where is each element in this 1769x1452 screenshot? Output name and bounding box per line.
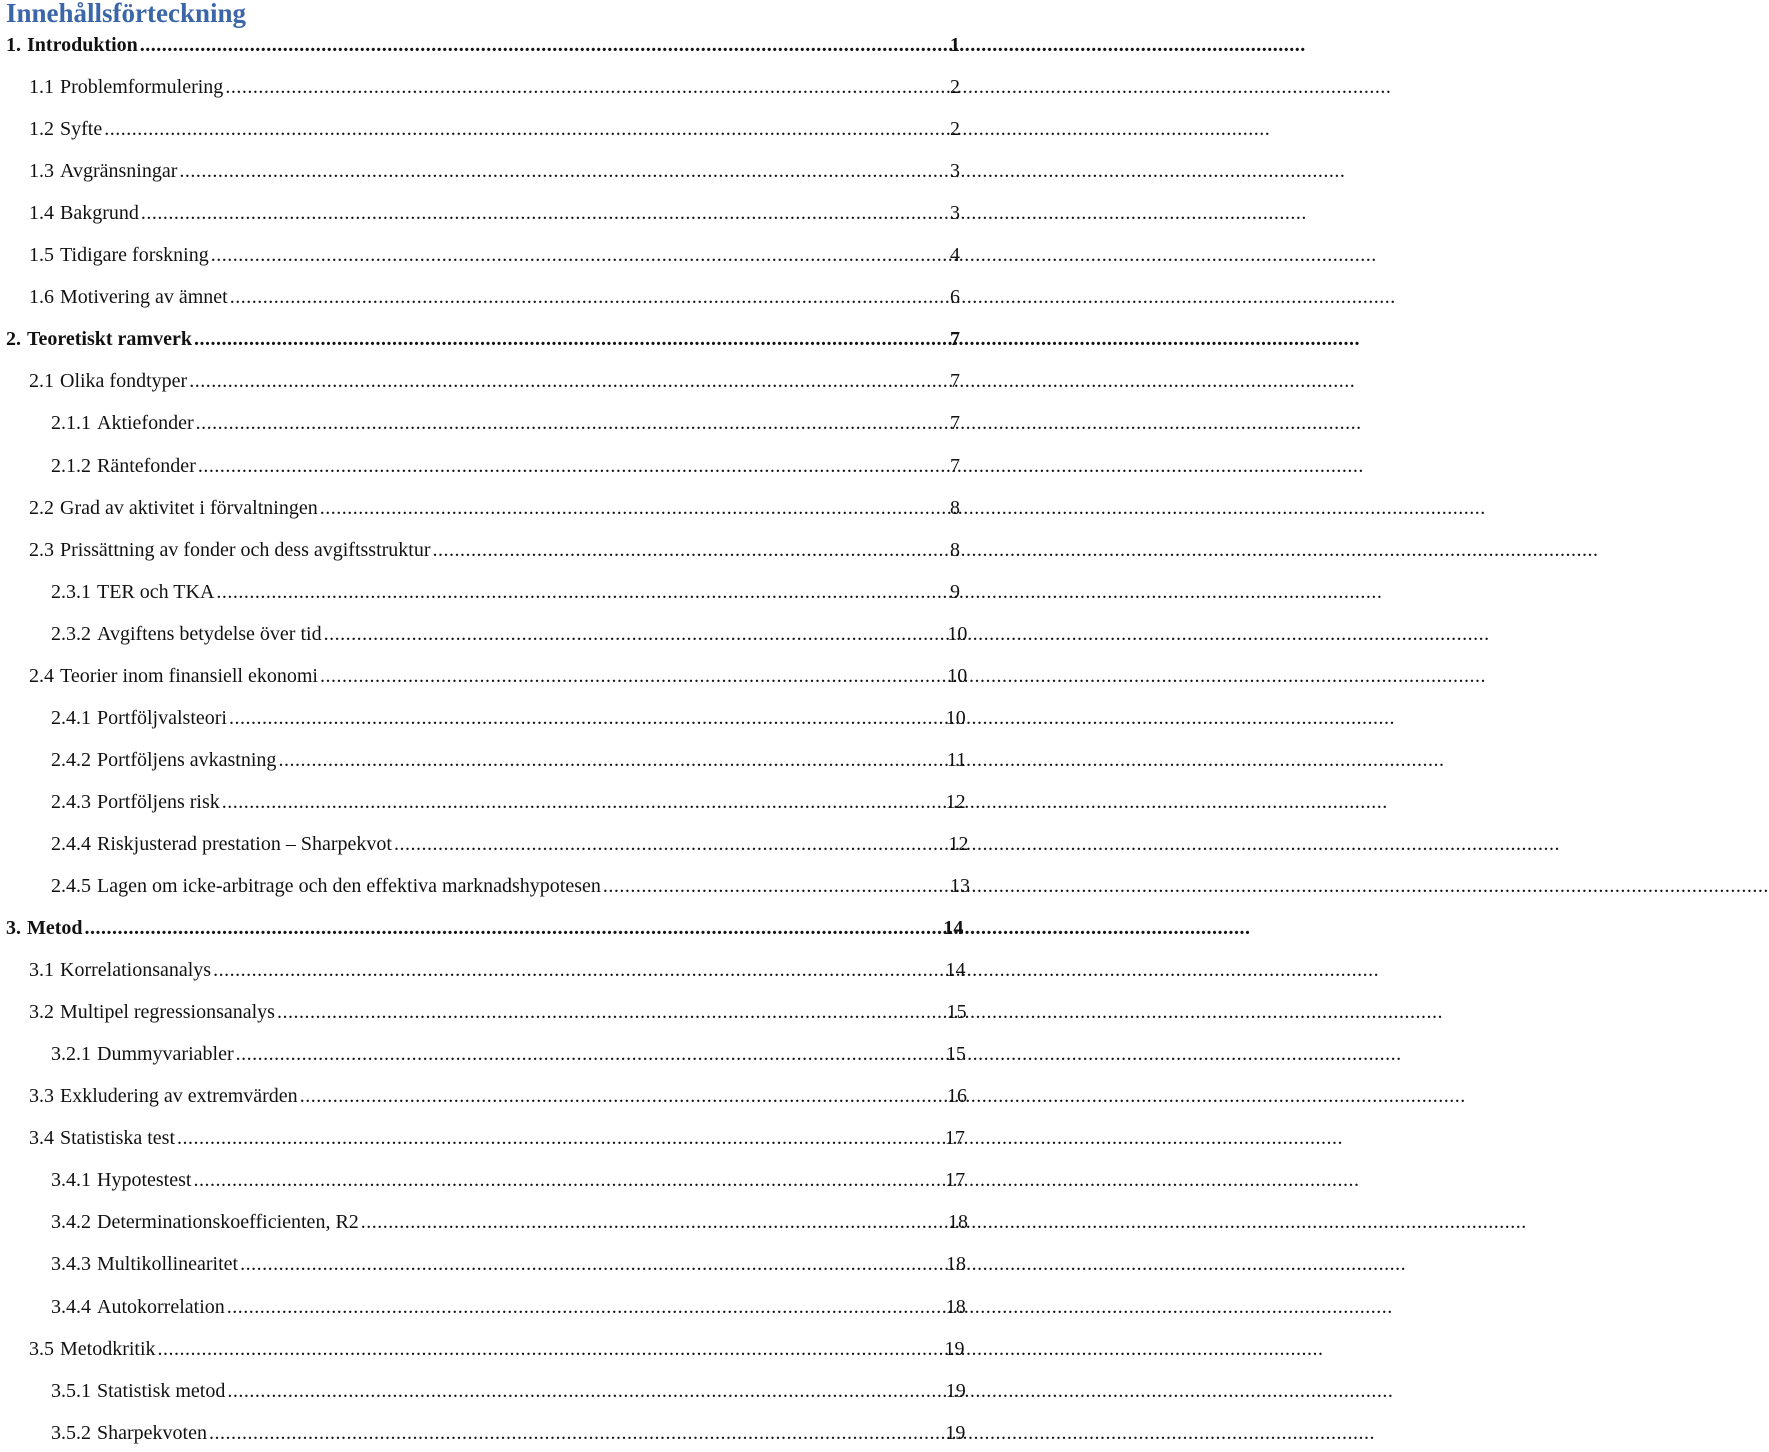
- toc-entry-label: Multipel regressionsanalys: [60, 1001, 275, 1024]
- toc-entry-number: 3.3: [29, 1085, 54, 1108]
- toc-entry-number: 3.4.4: [51, 1295, 91, 1318]
- dot-leader: [227, 1296, 943, 1319]
- toc-entry-number: 3.5.2: [51, 1421, 91, 1444]
- toc-entry-number: 2.4.5: [51, 875, 91, 897]
- toc-entry-page-number: 19: [944, 1337, 965, 1360]
- toc-entry-number: 2.1.1: [51, 412, 91, 435]
- dot-leader: [198, 455, 947, 478]
- dot-leader: [361, 1211, 945, 1234]
- toc-entry[interactable]: [51, 622, 968, 653]
- toc-entry-label: Portföljens avkastning: [97, 748, 277, 771]
- toc-entry-label: Statistisk metod: [97, 1379, 226, 1402]
- dot-leader: [196, 412, 947, 435]
- toc-entry[interactable]: [29, 118, 960, 148]
- toc-entry-label: Metodkritik: [60, 1337, 156, 1360]
- toc-entry-page-number: 12: [948, 832, 969, 855]
- toc-entry[interactable]: [51, 875, 970, 905]
- toc-entry-number: 3.4.3: [51, 1253, 91, 1276]
- toc-entry[interactable]: [51, 581, 960, 611]
- toc-entry-page-number: 7: [950, 412, 960, 435]
- toc-entry-page-number: 13: [950, 875, 970, 897]
- toc-entry[interactable]: [51, 706, 966, 737]
- toc-entry[interactable]: [51, 1211, 968, 1241]
- dot-leader: [158, 1338, 942, 1361]
- toc-entry-page-number: 17: [945, 1169, 966, 1192]
- toc-entry-page-number: 10: [947, 664, 968, 687]
- toc-entry-page-number: 9: [950, 580, 960, 603]
- dot-leader: [85, 917, 941, 940]
- dot-leader: [222, 791, 943, 814]
- toc-entry[interactable]: [29, 160, 960, 190]
- toc-entry-page-number: 10: [947, 622, 968, 645]
- toc-entry[interactable]: [51, 1379, 966, 1410]
- toc-entry-page-number: 11: [947, 748, 967, 771]
- dot-leader: [189, 370, 947, 393]
- toc-entry-page-number: 8: [950, 538, 960, 561]
- toc-entry-page-number: 10: [945, 706, 966, 729]
- toc-entry[interactable]: [51, 455, 960, 485]
- toc-entry[interactable]: [51, 1043, 966, 1073]
- toc-entry-number: 1.6: [29, 286, 54, 309]
- toc-entry-label: Bakgrund: [60, 202, 139, 225]
- toc-entry-number: 1.2: [29, 118, 54, 141]
- toc-entry-label: Aktiefonder: [97, 412, 194, 435]
- toc-entry-page-number: 1: [950, 34, 960, 56]
- toc-entry-number: 2.4.1: [51, 706, 91, 729]
- toc-entry[interactable]: [29, 959, 966, 989]
- toc-entry[interactable]: [29, 202, 960, 232]
- toc-entry-number: 3.1: [29, 959, 54, 982]
- toc-entry-page-number: 15: [946, 1001, 967, 1024]
- toc-entry-page-number: 12: [945, 790, 966, 813]
- toc-entry-number: 2.4.4: [51, 832, 91, 855]
- toc-entry-label: Korrelationsanalys: [60, 959, 212, 982]
- toc-entry-number: 1.: [6, 34, 21, 56]
- toc-entry-number: 2.3.2: [51, 622, 91, 645]
- toc-entry-label: Dummyvariabler: [97, 1043, 234, 1066]
- toc-entry-label: TER och TKA: [97, 580, 215, 603]
- toc-entry-number: 2.1: [29, 370, 54, 393]
- dot-leader: [320, 665, 944, 688]
- toc-entry-page-number: 8: [950, 496, 960, 519]
- toc-entry-label: Autokorrelation: [97, 1295, 225, 1318]
- toc-entry-page-number: 3: [950, 160, 960, 183]
- toc-entry-page-number: 14: [943, 917, 964, 940]
- toc-entry-page-number: 2: [950, 76, 960, 99]
- toc-entry[interactable]: [51, 790, 966, 821]
- toc-entry[interactable]: [51, 1421, 966, 1452]
- toc-entry[interactable]: [29, 76, 960, 106]
- dot-leader: [141, 202, 947, 225]
- dot-leader: [104, 118, 947, 141]
- toc-entry[interactable]: [29, 664, 968, 695]
- toc-entry-number: 1.3: [29, 160, 54, 183]
- toc-entry[interactable]: [29, 1085, 967, 1115]
- toc-entry-number: 2.4.3: [51, 790, 91, 813]
- dot-leader: [229, 707, 943, 730]
- toc-entry-number: 1.4: [29, 202, 54, 225]
- toc-entry-number: 2.4.2: [51, 748, 91, 771]
- toc-entry[interactable]: [29, 244, 960, 274]
- toc-entry[interactable]: [29, 497, 960, 527]
- dot-leader: [179, 160, 947, 183]
- toc-entry-label: Determinationskoefficienten, R2: [97, 1211, 359, 1234]
- toc-entry-number: 2.1.2: [51, 454, 91, 477]
- toc-entry-label: Statistiska test: [60, 1127, 175, 1150]
- toc-entry[interactable]: [51, 1253, 966, 1283]
- toc-entry-label: Portföljens risk: [97, 790, 220, 813]
- toc-entry[interactable]: [6, 328, 960, 358]
- dot-leader: [236, 1043, 943, 1066]
- toc-entry-label: Multikollinearitet: [97, 1253, 239, 1276]
- dot-leader: [209, 1422, 942, 1445]
- toc-entry-page-number: 6: [950, 286, 960, 309]
- toc-entry[interactable]: [29, 1127, 965, 1157]
- toc-entry-page-number: 4: [950, 244, 960, 267]
- toc-entry-page-number: 17: [944, 1127, 965, 1150]
- toc-entry[interactable]: [51, 748, 967, 779]
- toc-entry-number: 2.3: [29, 538, 54, 561]
- toc-entry[interactable]: [29, 1001, 967, 1031]
- toc-entry-number: 3.4: [29, 1127, 54, 1150]
- dot-leader: [194, 328, 947, 351]
- toc-entry-page-number: 2: [950, 118, 960, 141]
- dot-leader: [225, 76, 947, 99]
- toc-entry[interactable]: [51, 1295, 966, 1326]
- toc-entry-page-number: 7: [950, 454, 960, 477]
- toc-title: Innehållsförteckning: [6, 0, 247, 28]
- dot-leader: [603, 875, 947, 898]
- toc-entry-number: 2.2: [29, 496, 54, 519]
- dot-leader: [230, 286, 947, 309]
- toc-entry-page-number: 18: [945, 1253, 966, 1276]
- toc-entry-label: Räntefonder: [97, 454, 196, 477]
- toc-entry-page-number: 7: [950, 370, 960, 393]
- toc-entry[interactable]: [51, 412, 960, 442]
- dot-leader: [193, 1169, 942, 1192]
- toc-entry[interactable]: [6, 34, 960, 64]
- toc-entry-page-number: 19: [945, 1379, 966, 1402]
- toc-entry-number: 1.1: [29, 76, 54, 99]
- toc-entry[interactable]: [51, 832, 969, 863]
- toc-entry[interactable]: [29, 539, 960, 569]
- toc-entry-number: 2.3.1: [51, 580, 91, 603]
- toc-entry-label: Hypotestest: [97, 1169, 192, 1192]
- dot-leader: [433, 539, 948, 562]
- toc-entry-label: Sharpekvoten: [97, 1421, 207, 1444]
- toc-entry-page-number: 7: [950, 328, 960, 351]
- toc-entry[interactable]: [29, 370, 960, 400]
- toc-entry-label: Tidigare forskning: [60, 244, 209, 267]
- toc-entry-label: Motivering av ämnet: [60, 286, 228, 309]
- toc-entry-label: Riskjusterad prestation – Sharpekvot: [97, 832, 392, 855]
- dot-leader: [277, 1001, 944, 1024]
- toc-entry-label: Lagen om icke-arbitrage och den effektiva marknadshypotesen: [97, 875, 601, 897]
- toc-entry-label: Avgiftens betydelse över tid: [97, 622, 322, 645]
- dot-leader: [320, 497, 947, 520]
- toc-entry-label: Exkludering av extremvärden: [60, 1085, 298, 1108]
- toc-entry-label: Syfte: [60, 118, 103, 141]
- dot-leader: [324, 623, 945, 646]
- dot-leader: [227, 1380, 942, 1403]
- toc-entry-label: Teoretiskt ramverk: [27, 328, 192, 351]
- toc-entry[interactable]: [6, 917, 964, 947]
- toc-entry-number: 2.: [6, 328, 21, 351]
- toc-entry-label: Teorier inom finansiell ekonomi: [60, 664, 318, 687]
- toc-entry-number: 3.5.1: [51, 1379, 91, 1402]
- toc-entry[interactable]: [29, 1337, 965, 1368]
- toc-entry-label: Olika fondtyper: [60, 370, 188, 393]
- toc-entry-page-number: 3: [950, 202, 960, 225]
- toc-entry-label: Problemformulering: [60, 76, 224, 99]
- toc-entry-label: Introduktion: [27, 34, 138, 56]
- dot-leader: [394, 833, 946, 856]
- toc-entry[interactable]: [29, 286, 960, 316]
- dot-leader: [177, 1127, 942, 1150]
- toc-entry-label: Portföljvalsteori: [97, 706, 227, 729]
- toc-entry-label: Grad av aktivitet i förvaltningen: [60, 496, 318, 519]
- dot-leader: [211, 244, 947, 267]
- toc-entry-number: 3.4.1: [51, 1169, 91, 1192]
- toc-entry-number: 3.2.1: [51, 1043, 91, 1066]
- toc-entry-label: Prissättning av fonder och dess avgiftsstruktur: [60, 538, 431, 561]
- toc-entry-page-number: 15: [945, 1043, 966, 1066]
- dot-leader: [216, 581, 947, 604]
- toc-entry-label: Avgränsningar: [60, 160, 178, 183]
- toc-entry-page-number: 18: [945, 1295, 966, 1318]
- toc-entry-number: 3.5: [29, 1337, 54, 1360]
- toc-entry-number: 3.2: [29, 1001, 54, 1024]
- toc-entry-page-number: 14: [945, 959, 966, 982]
- dot-leader: [213, 959, 942, 982]
- dot-leader: [278, 749, 944, 772]
- dot-leader: [300, 1085, 944, 1108]
- toc-entry[interactable]: [51, 1169, 966, 1199]
- toc-entry-page-number: 19: [945, 1421, 966, 1444]
- toc-entry-number: 2.4: [29, 664, 54, 687]
- toc-entry-label: Metod: [27, 917, 83, 940]
- dot-leader: [140, 34, 947, 57]
- toc-entry-number: 1.5: [29, 244, 54, 267]
- toc-entry-page-number: 18: [947, 1211, 968, 1234]
- toc-entry-number: 3.4.2: [51, 1211, 91, 1234]
- dot-leader: [240, 1253, 943, 1276]
- toc-entry-page-number: 16: [946, 1085, 967, 1108]
- toc-entry-number: 3.: [6, 917, 21, 940]
